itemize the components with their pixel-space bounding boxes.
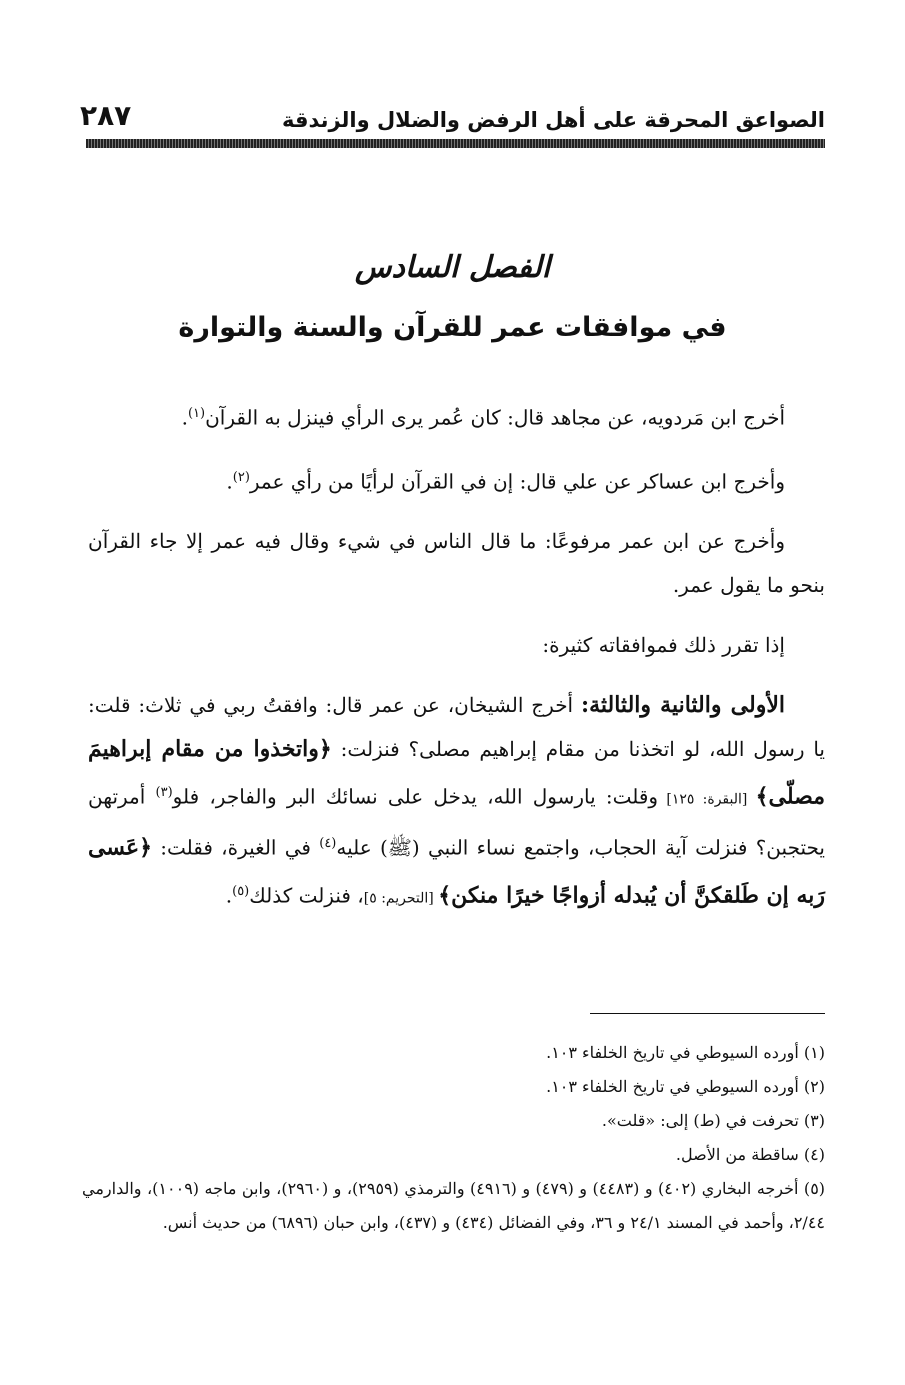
paragraph-text: أخرج الشيخان، عن عمر قال: وافقتُ ربي في ثلاث: قلت: يا رسول الله، لو اتخذنا من مقام إبراهيم مصلى؟ فنزلت: — [88, 693, 826, 762]
footnote-marker: (٣) — [155, 785, 173, 801]
paragraph-text: في الغيرة، فقلت: — [151, 835, 320, 860]
quran-quote: ﴿واتخذوا من مقام إبراهيمَ مصلّى﴾ — [88, 736, 826, 810]
page-number: ٢٨٧ — [80, 99, 132, 132]
punctuation: . — [181, 405, 188, 430]
running-title: الصواعق المحرقة على أهل الرفض والضلال والزندقة — [281, 108, 825, 132]
main-text — [88, 392, 825, 920]
paragraph-text: وقلت: يارسول الله، يدخل على نسائك البر والفاجر، فلو — [172, 784, 659, 809]
chapter-subtitle: في موافقات عمر للقرآن والسنة والتوارة — [178, 312, 727, 343]
verse-reference: [التحريم: ٥] — [363, 890, 439, 907]
footnote: (١) أورده السيوطي في تاريخ الخلفاء ١٠٣. — [546, 1043, 825, 1062]
paragraph-5 — [88, 683, 825, 920]
paragraph-text: ، فنزلت كذلك — [249, 883, 364, 908]
punctuation: . — [226, 469, 233, 494]
footnote-marker: (١) — [187, 406, 206, 421]
paragraph-lead: الأولى والثانية والثالثة: — [580, 692, 785, 719]
footnote-marker: (٥) — [232, 883, 250, 899]
paragraph-text: وأخرج ابن عساكر عن علي قال: إن في القرآن لرأيًا من رأي عمر — [249, 469, 785, 494]
footnotes — [82, 1036, 825, 1240]
quran-quote: ﴿عَسى رَبه إن طَلقكنَّ أن يُبدله أزواجًا خيرًا منكن﴾ — [88, 834, 825, 909]
paragraph-1 — [88, 392, 825, 440]
paragraph-text: أخرج ابن مَردويه، عن مجاهد قال: كان عُمر يرى الرأي فينزل به القرآن — [205, 405, 785, 430]
footnote: (٥) أخرجه البخاري (٤٠٢) و (٤٤٨٣) و (٤٧٩) و (٤٩١٦) والترمذي (٢٩٥٩)، و (٢٩٦٠)، وابن ماجه (١٠٠٩)، والدارمي ٢/٤٤، وأحمد في المسند ٢٤/١ و ٣٦، وفي الفضائل (٤٣٤) و (٤٣٧)، وابن حبان (٦٨٩٦) من حديث أنس. — [82, 1179, 826, 1232]
chapter-title: الفصل السادس — [354, 250, 551, 285]
paragraph-2 — [88, 456, 825, 504]
footnote-separator — [590, 1013, 825, 1014]
footnote-marker: (٤) — [319, 835, 337, 851]
paragraph-text: إذا تقرر ذلك فموافقاته كثيرة: — [542, 633, 785, 658]
footnote: (٣) تحرفت في (ط) إلى: «قلت». — [601, 1111, 825, 1130]
paragraph-4 — [88, 623, 825, 667]
header-rule — [86, 139, 825, 148]
paragraph-text: أمرتهن يحتجبن؟ فنزلت آية الحجاب، واجتمع نساء النبي (ﷺ) عليه — [88, 784, 825, 860]
paragraph-3 — [88, 519, 825, 607]
footnote: (٢) أورده السيوطي في تاريخ الخلفاء ١٠٣. — [546, 1077, 825, 1096]
paragraph-text: وأخرج عن ابن عمر مرفوعًا: ما قال الناس في شيء وقال فيه عمر إلا جاء القرآن بنحو ما يقول عمر. — [88, 529, 825, 598]
footnote-marker: (٢) — [232, 469, 250, 485]
footnote: (٤) ساقطة من الأصل. — [675, 1145, 825, 1164]
punctuation: . — [225, 883, 233, 908]
page-header — [80, 92, 825, 132]
verse-reference: [البقرة: ١٢٥] — [658, 791, 756, 808]
